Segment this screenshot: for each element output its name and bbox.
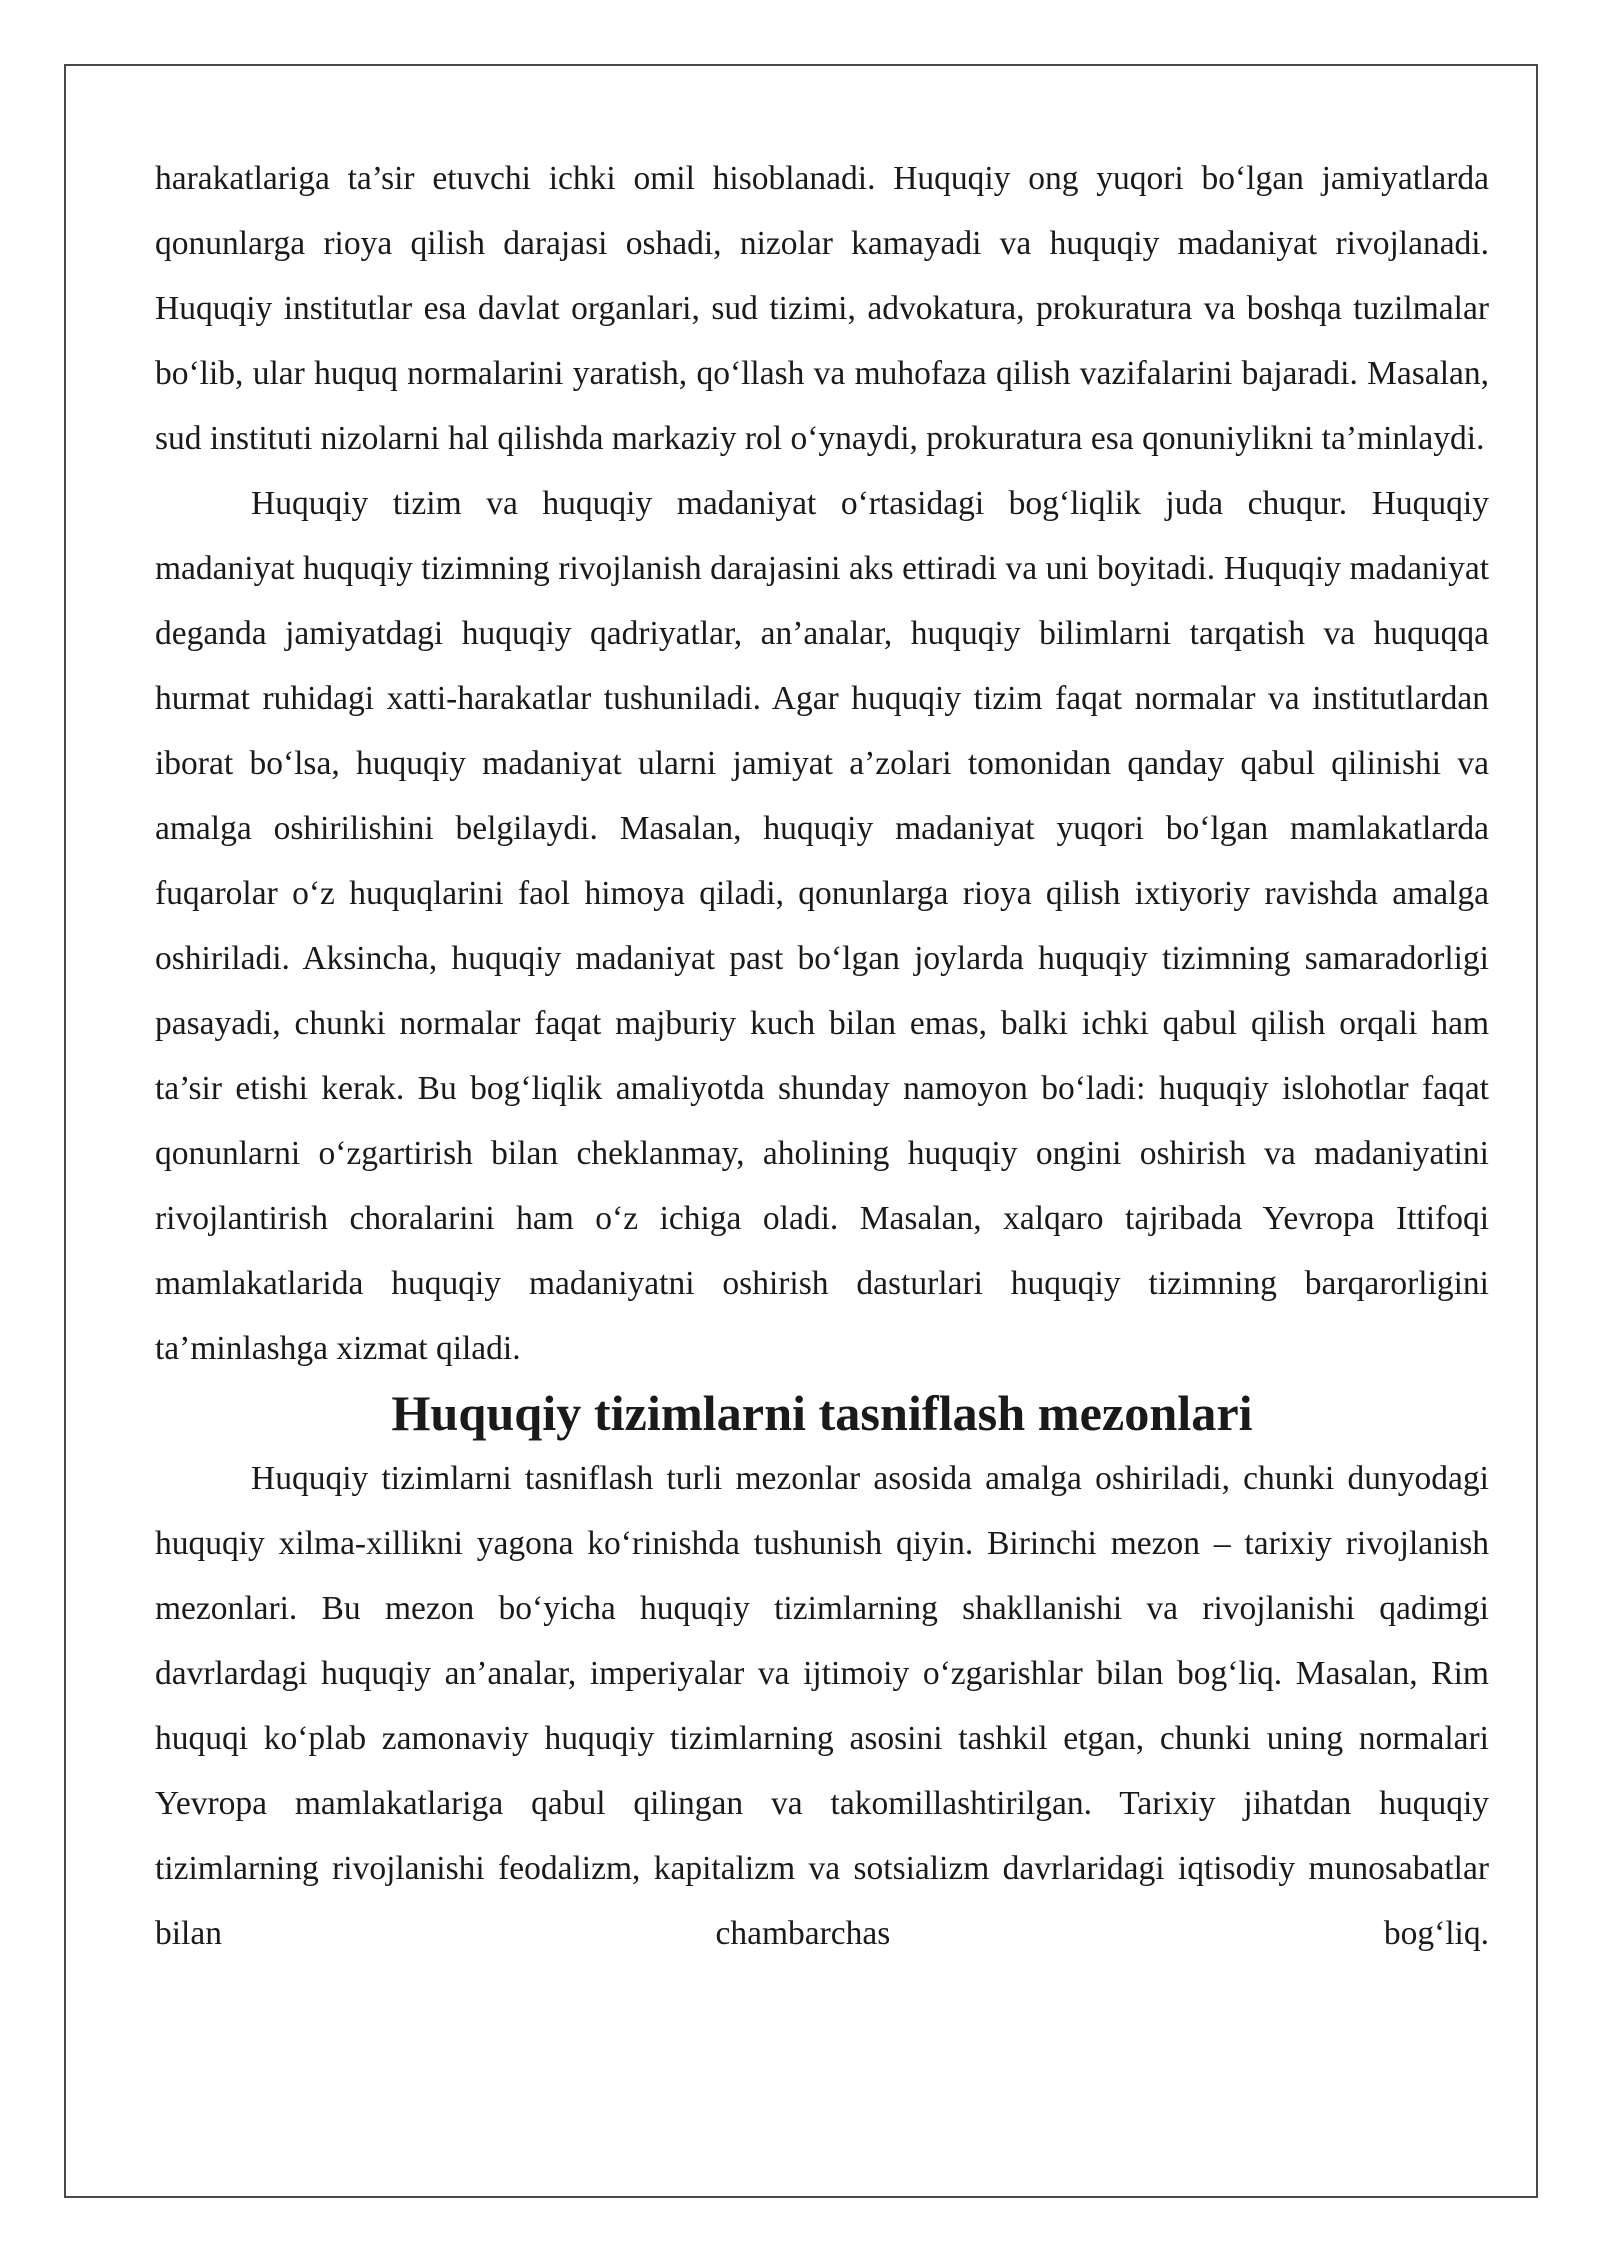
section-heading: Huquqiy tizimlarni tasniflash mezonlari — [391, 1385, 1253, 1441]
paragraph-classification-criteria: Huquqiy tizimlarni tasniflash turli mezonlar asosida amalga oshiriladi, chunki dunyodagi huquqiy xilma-xillikni yagona ko‘rinishda tushunish qiyin. Birinchi mezon – tarixiy rivojlanish mezonlari. Bu mezon bo‘yicha huquqiy tizimlarning shakllanishi va rivojlanishi qadimgi davrlardagi huquqiy an’analar, imperiyalar va ijtimoiy o‘zgarishlar bilan bog‘liq. Masalan, Rim huquqi ko‘plab zamonaviy huquqiy tizimlarning asosini tashkil etgan, chunki uning normalari Yevropa mamlakatlariga qabul qilingan va takomillashtirilgan. Tarixiy jihatdan huquqiy tizimlarning rivojlanishi feodalizm, kapitalizm va sotsializm davrlaridagi iqtisodiy munosabatlar bilan chambarchas bog‘liq. — [155, 1460, 1489, 1952]
paragraph-continuation: harakatlariga ta’sir etuvchi ichki omil hisoblanadi. Huquqiy ong yuqori bo‘lgan jamiyatlarda qonunlarga rioya qilish darajasi oshadi, nizolar kamayadi va huquqiy madaniyat rivojlanadi. Huquqiy institutlar esa davlat organlari, sud tizimi, advokatura, prokuratura va boshqa tuzilmalar bo‘lib, ular huquq normalarini yaratish, qo‘llash va muhofaza qilish vazifalarini bajaradi. Masalan, sud instituti nizolarni hal qilishda markaziy rol o‘ynaydi, prokuratura esa qonuniylikni ta’minlaydi. — [155, 160, 1489, 457]
paragraph-legal-system-and-culture: Huquqiy tizim va huquqiy madaniyat o‘rtasidagi bog‘liqlik juda chuqur. Huquqiy madaniyat huquqiy tizimning rivojlanish darajasini aks ettiradi va uni boyitadi. Huquqiy madaniyat deganda jamiyatdagi huquqiy qadriyatlar, an’analar, huquqiy bilimlarni tarqatish va huquqqa hurmat ruhidagi xatti-harakatlar tushuniladi. Agar huquqiy tizim faqat normalar va institutlardan iborat bo‘lsa, huquqiy madaniyat ularni jamiyat a’zolari tomonidan qanday qabul qilinishi va amalga oshirilishini belgilaydi. Masalan, huquqiy madaniyat yuqori bo‘lgan mamlakatlarda fuqarolar o‘z huquqlarini faol himoya qiladi, qonunlarga rioya qilish ixtiyoriy ravishda amalga oshiriladi. Aksincha, huquqiy madaniyat past bo‘lgan joylarda huquqiy tizimning samaradorligi pasayadi, chunki normalar faqat majburiy kuch bilan emas, balki ichki qabul qilish orqali ham ta’sir etishi kerak. Bu bog‘liqlik amaliyotda shunday namoyon bo‘ladi: huquqiy islohotlar faqat qonunlarni o‘zgartirish bilan cheklanmay, aholining huquqiy ongini oshirish va madaniyatini rivojlantirish choralarini ham o‘z ichiga oladi. Masalan, xalqaro tajribada Yevropa Ittifoqi mamlakatlarida huquqiy madaniyatni oshirish dasturlari huquqiy tizimning barqarorligini ta’minlashga xizmat qiladi. — [155, 485, 1489, 1367]
document-page — [64, 64, 1538, 2198]
page-body-text — [155, 146, 1489, 1966]
